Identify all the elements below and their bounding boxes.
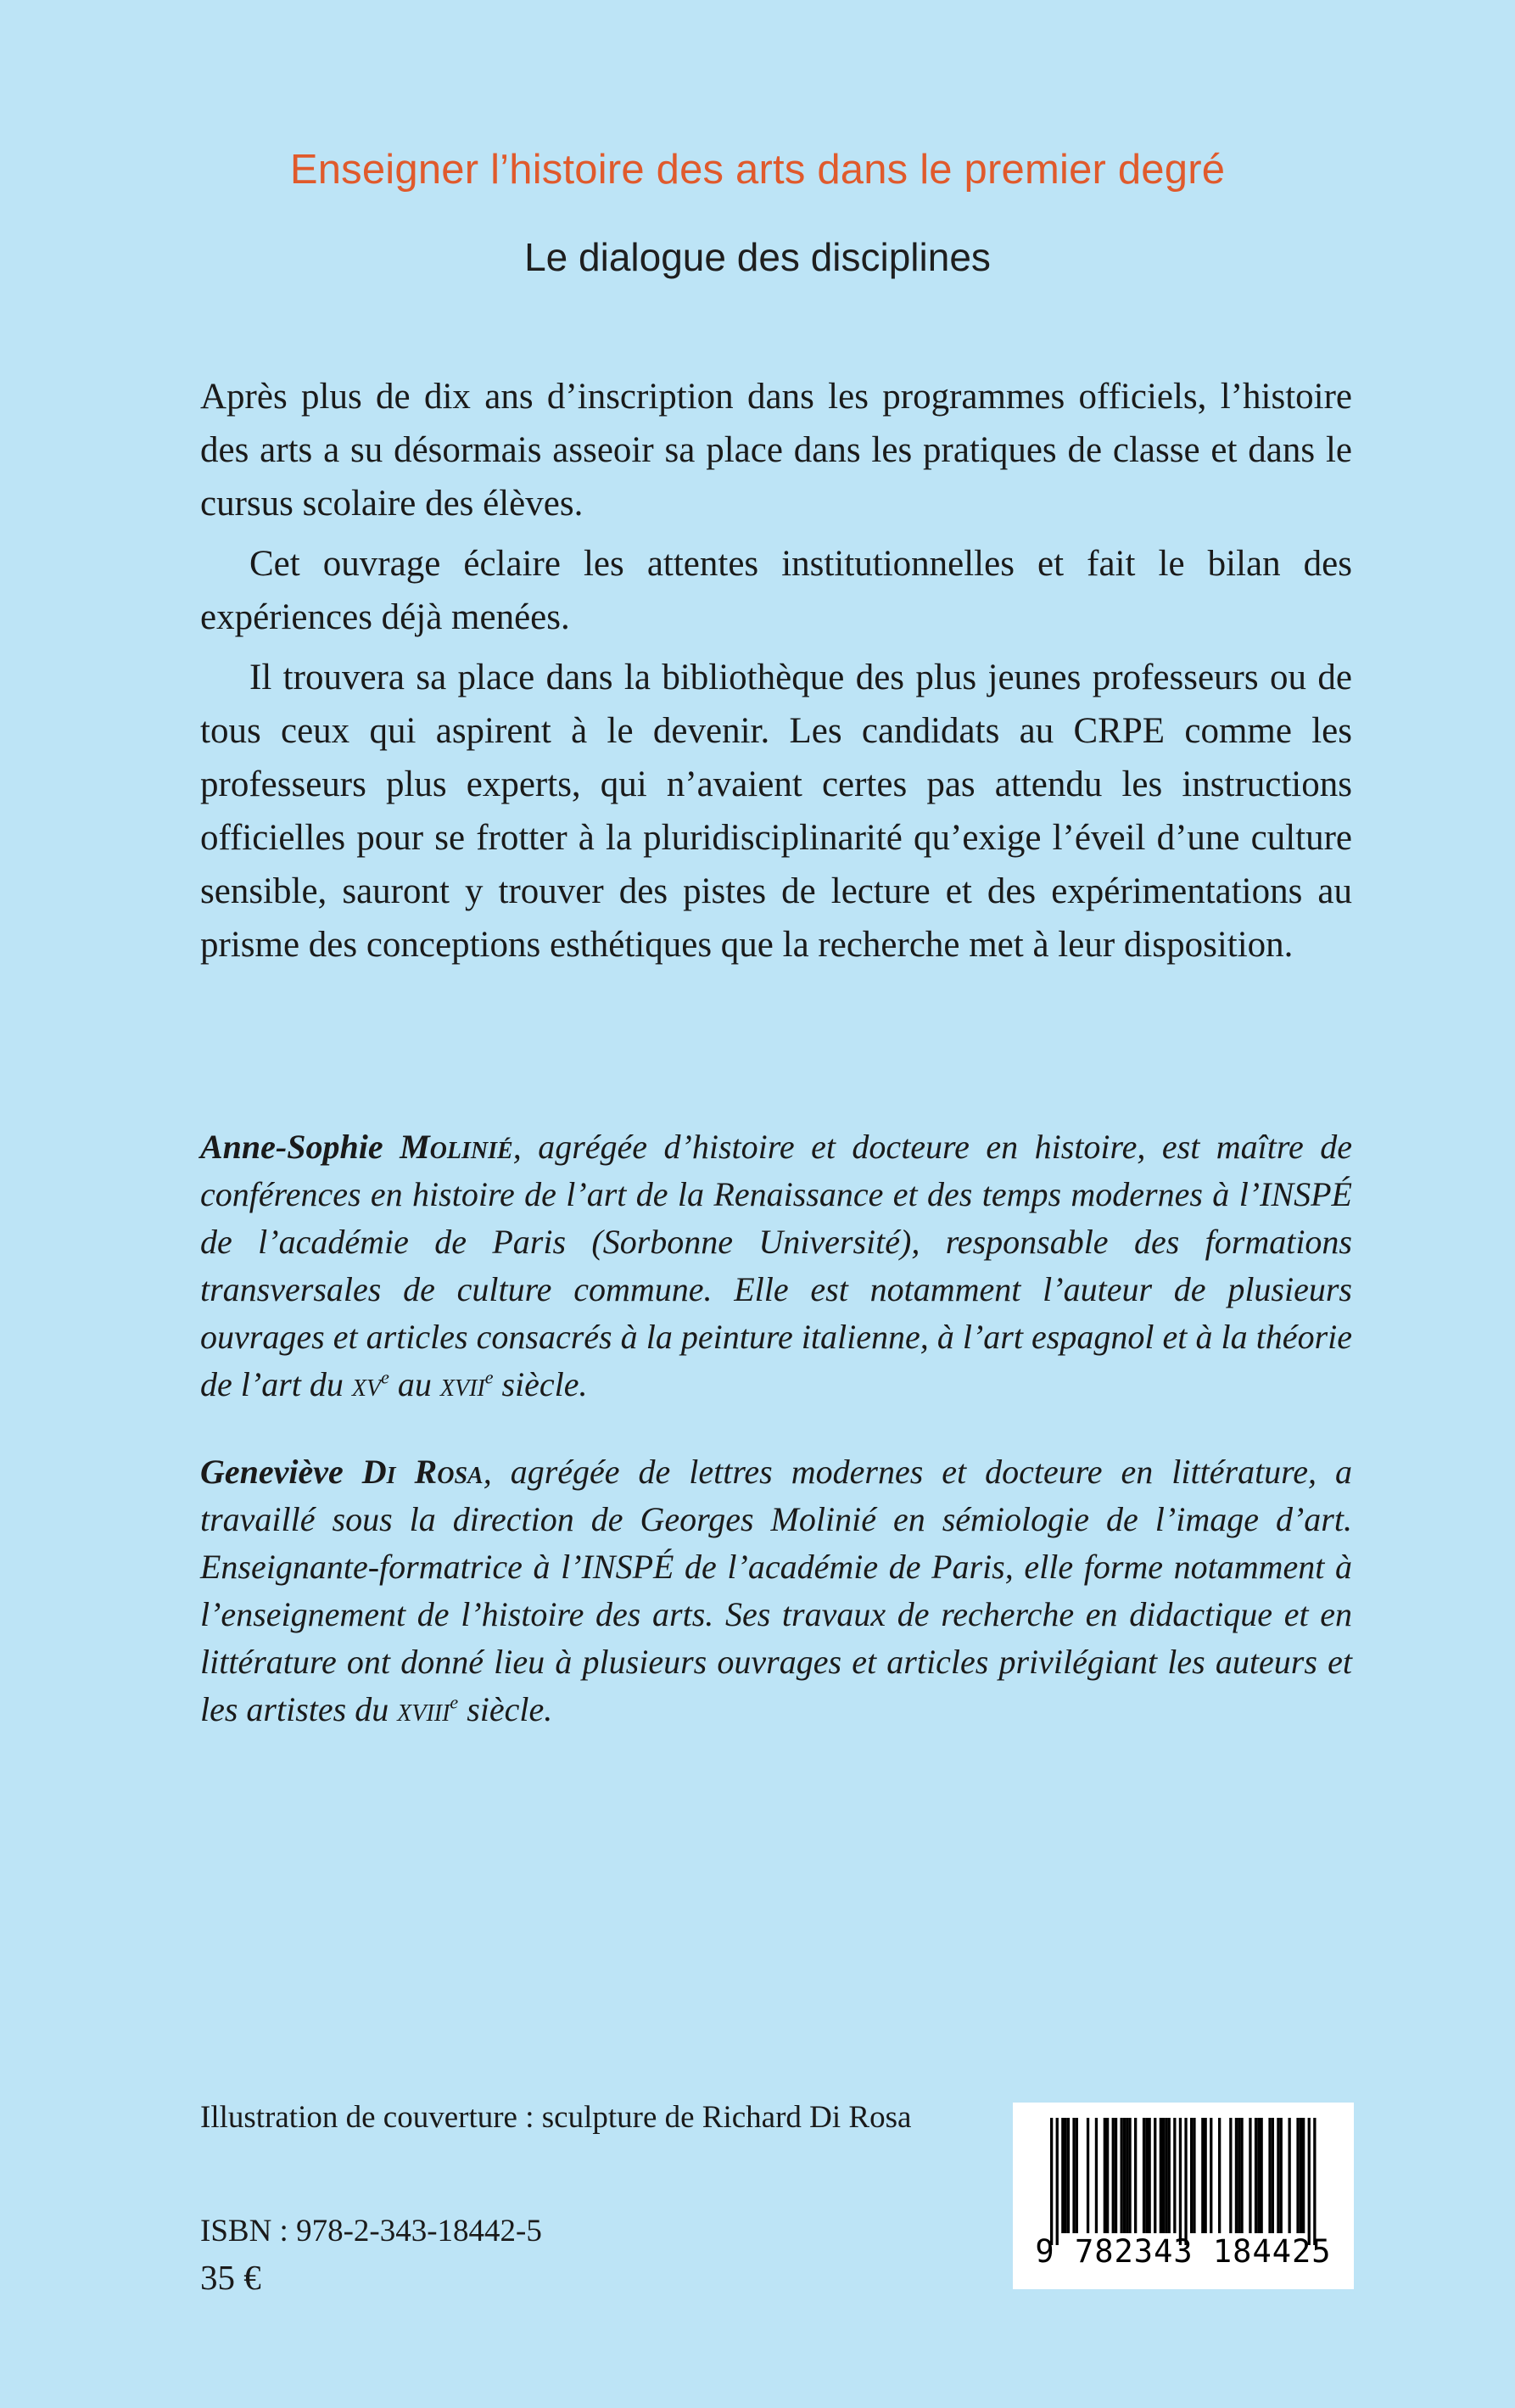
barcode-bar xyxy=(1154,2118,1156,2233)
barcode-bar xyxy=(1076,2118,1078,2233)
book-title: Enseigner l’histoire des arts dans le premier degré xyxy=(289,147,1226,193)
barcode-bar xyxy=(1145,2118,1148,2233)
barcode-bar xyxy=(1302,2118,1305,2233)
century-suffix: e xyxy=(381,1366,389,1388)
barcode-bar xyxy=(1065,2118,1067,2233)
author-first-name: Geneviève xyxy=(200,1453,344,1491)
barcode-bar xyxy=(1123,2118,1126,2233)
author-last-name: Di Rosa xyxy=(361,1453,484,1491)
barcode-bar xyxy=(1179,2118,1182,2245)
barcode-bar xyxy=(1128,2118,1131,2233)
barcode-bar xyxy=(1268,2118,1271,2233)
barcode-bar xyxy=(1067,2118,1070,2233)
bio-text: , agrégée d’histoire et docteure en histoire, est maître de conférences en histoire de l’art de la Renaissance et des temps modernes à l’INSPÉ de l’académie de Paris (Sorbonne Université), responsable des formations transversales de culture commune. Elle est notamment l’auteur de plusieurs ouvrages et articles consacrés à la peinture italienne, à l’art espagnol et à la théorie de l’art du xyxy=(200,1128,1352,1403)
barcode-bar xyxy=(1296,2118,1299,2233)
book-subtitle: Le dialogue des disciplines xyxy=(524,235,991,279)
author-first-name: Anne-Sophie xyxy=(200,1128,383,1166)
barcode-bar xyxy=(1143,2118,1145,2233)
barcode-bar xyxy=(1193,2118,1195,2233)
barcode-bar xyxy=(1300,2118,1302,2233)
century-numeral: xviii xyxy=(397,1690,450,1728)
barcode-bar xyxy=(1165,2118,1167,2233)
barcode-bar xyxy=(1272,2118,1274,2233)
isbn: ISBN : 978-2-343-18442-5 xyxy=(200,2214,542,2248)
century-suffix: e xyxy=(484,1366,494,1388)
barcode-bar xyxy=(1095,2118,1098,2233)
author-name xyxy=(200,1453,484,1491)
barcode-bar xyxy=(1210,2118,1212,2233)
barcode-bar xyxy=(1162,2118,1165,2233)
bio-text: siècle. xyxy=(493,1365,588,1403)
barcode-bar xyxy=(1249,2118,1251,2233)
barcode-bar xyxy=(1160,2118,1162,2233)
bio-text: siècle. xyxy=(458,1690,553,1728)
barcode-bar xyxy=(1218,2118,1221,2233)
author-last-name: Molinié xyxy=(400,1128,513,1166)
barcode-bar xyxy=(1121,2118,1123,2233)
price: 35 € xyxy=(200,2258,261,2297)
barcode-bar xyxy=(1261,2118,1263,2233)
century-numeral: xvii xyxy=(439,1365,485,1403)
author-bio-molinie xyxy=(200,1123,1352,1408)
barcode-bar xyxy=(1238,2118,1240,2233)
bio-text: , agrégée de lettres modernes et docteure en littérature, a travaillé sous la direction de Georges Molinié en sémiologie de l’image d’art. Enseignante-formatrice à l’INSPÉ de l’académie de Paris, elle forme notamment à l’enseignement de l’histoire des arts. Ses travaux de recherche en didactique et en littérature ont donné lieu à plusieurs ouvrages et articles privilégiant les auteurs et les artistes du xyxy=(200,1453,1353,1728)
barcode-bar xyxy=(1126,2118,1128,2233)
barcode-bar xyxy=(1056,2118,1059,2245)
bio-text: au xyxy=(389,1365,440,1403)
cover-illustration-credit: Illustration de couverture : sculpture de Richard Di Rosa xyxy=(200,2100,912,2135)
barcode-bar xyxy=(1289,2118,1291,2233)
barcode-bar xyxy=(1112,2118,1115,2233)
barcode-bar xyxy=(1050,2118,1053,2245)
author-name xyxy=(200,1128,513,1166)
barcode-bar xyxy=(1240,2118,1243,2233)
barcode-bar xyxy=(1229,2118,1232,2233)
barcode-bar xyxy=(1168,2118,1171,2233)
barcode-bar xyxy=(1313,2118,1316,2245)
barcode-bar xyxy=(1277,2118,1279,2233)
barcode-digits: 9 782343 184425 xyxy=(1035,2233,1332,2270)
barcode-bar xyxy=(1235,2118,1238,2233)
barcode-bar xyxy=(1134,2118,1137,2233)
blurb xyxy=(200,370,1352,978)
blurb-paragraph-2: Cet ouvrage éclaire les attentes institutionnelles et fait le bilan des expériences déjà menées. xyxy=(200,544,1352,637)
barcode-bar xyxy=(1184,2118,1187,2245)
barcode-bar xyxy=(1308,2118,1311,2245)
barcode-bar xyxy=(1280,2118,1283,2233)
barcode-bar xyxy=(1061,2118,1064,2233)
barcode-bar xyxy=(1190,2118,1193,2233)
barcode-bar xyxy=(1104,2118,1106,2233)
barcode xyxy=(1013,2103,1354,2289)
barcode-bar xyxy=(1149,2118,1151,2233)
barcode-bar xyxy=(1173,2118,1176,2233)
author-bio-di-rosa xyxy=(200,1448,1352,1733)
barcode-bar xyxy=(1115,2118,1117,2233)
barcode-bar xyxy=(1255,2118,1257,2233)
barcode-bar xyxy=(1072,2118,1075,2233)
blurb-paragraph-1: Après plus de dix ans d’inscription dans les programmes officiels, l’histoire des arts a su désormais asseoir sa place dans les pratiques de classe et dans le cursus scolaire des élèves. xyxy=(200,377,1352,524)
barcode-bar xyxy=(1087,2118,1089,2233)
century-numeral: xv xyxy=(351,1365,382,1403)
barcode-bar xyxy=(1257,2118,1260,2233)
barcode-bar xyxy=(1205,2118,1207,2233)
barcode-bar xyxy=(1201,2118,1204,2233)
barcode-bar xyxy=(1106,2118,1109,2233)
blurb-paragraph-3: Il trouvera sa place dans la bibliothèque des plus jeunes professeurs ou de tous ceux qui aspirent à le devenir. Les candidats au CRPE comme les professeurs plus experts, qui n’avaient certes pas attendu les instructions officielles pour se frotter à la pluridisciplinarité qu’exige l’éveil d’une culture sensible, sauront y trouver des pistes de lecture et des expérimentations au prisme des conceptions esthétiques que la recherche met à leur disposition. xyxy=(200,658,1352,965)
century-suffix: e xyxy=(450,1691,459,1713)
